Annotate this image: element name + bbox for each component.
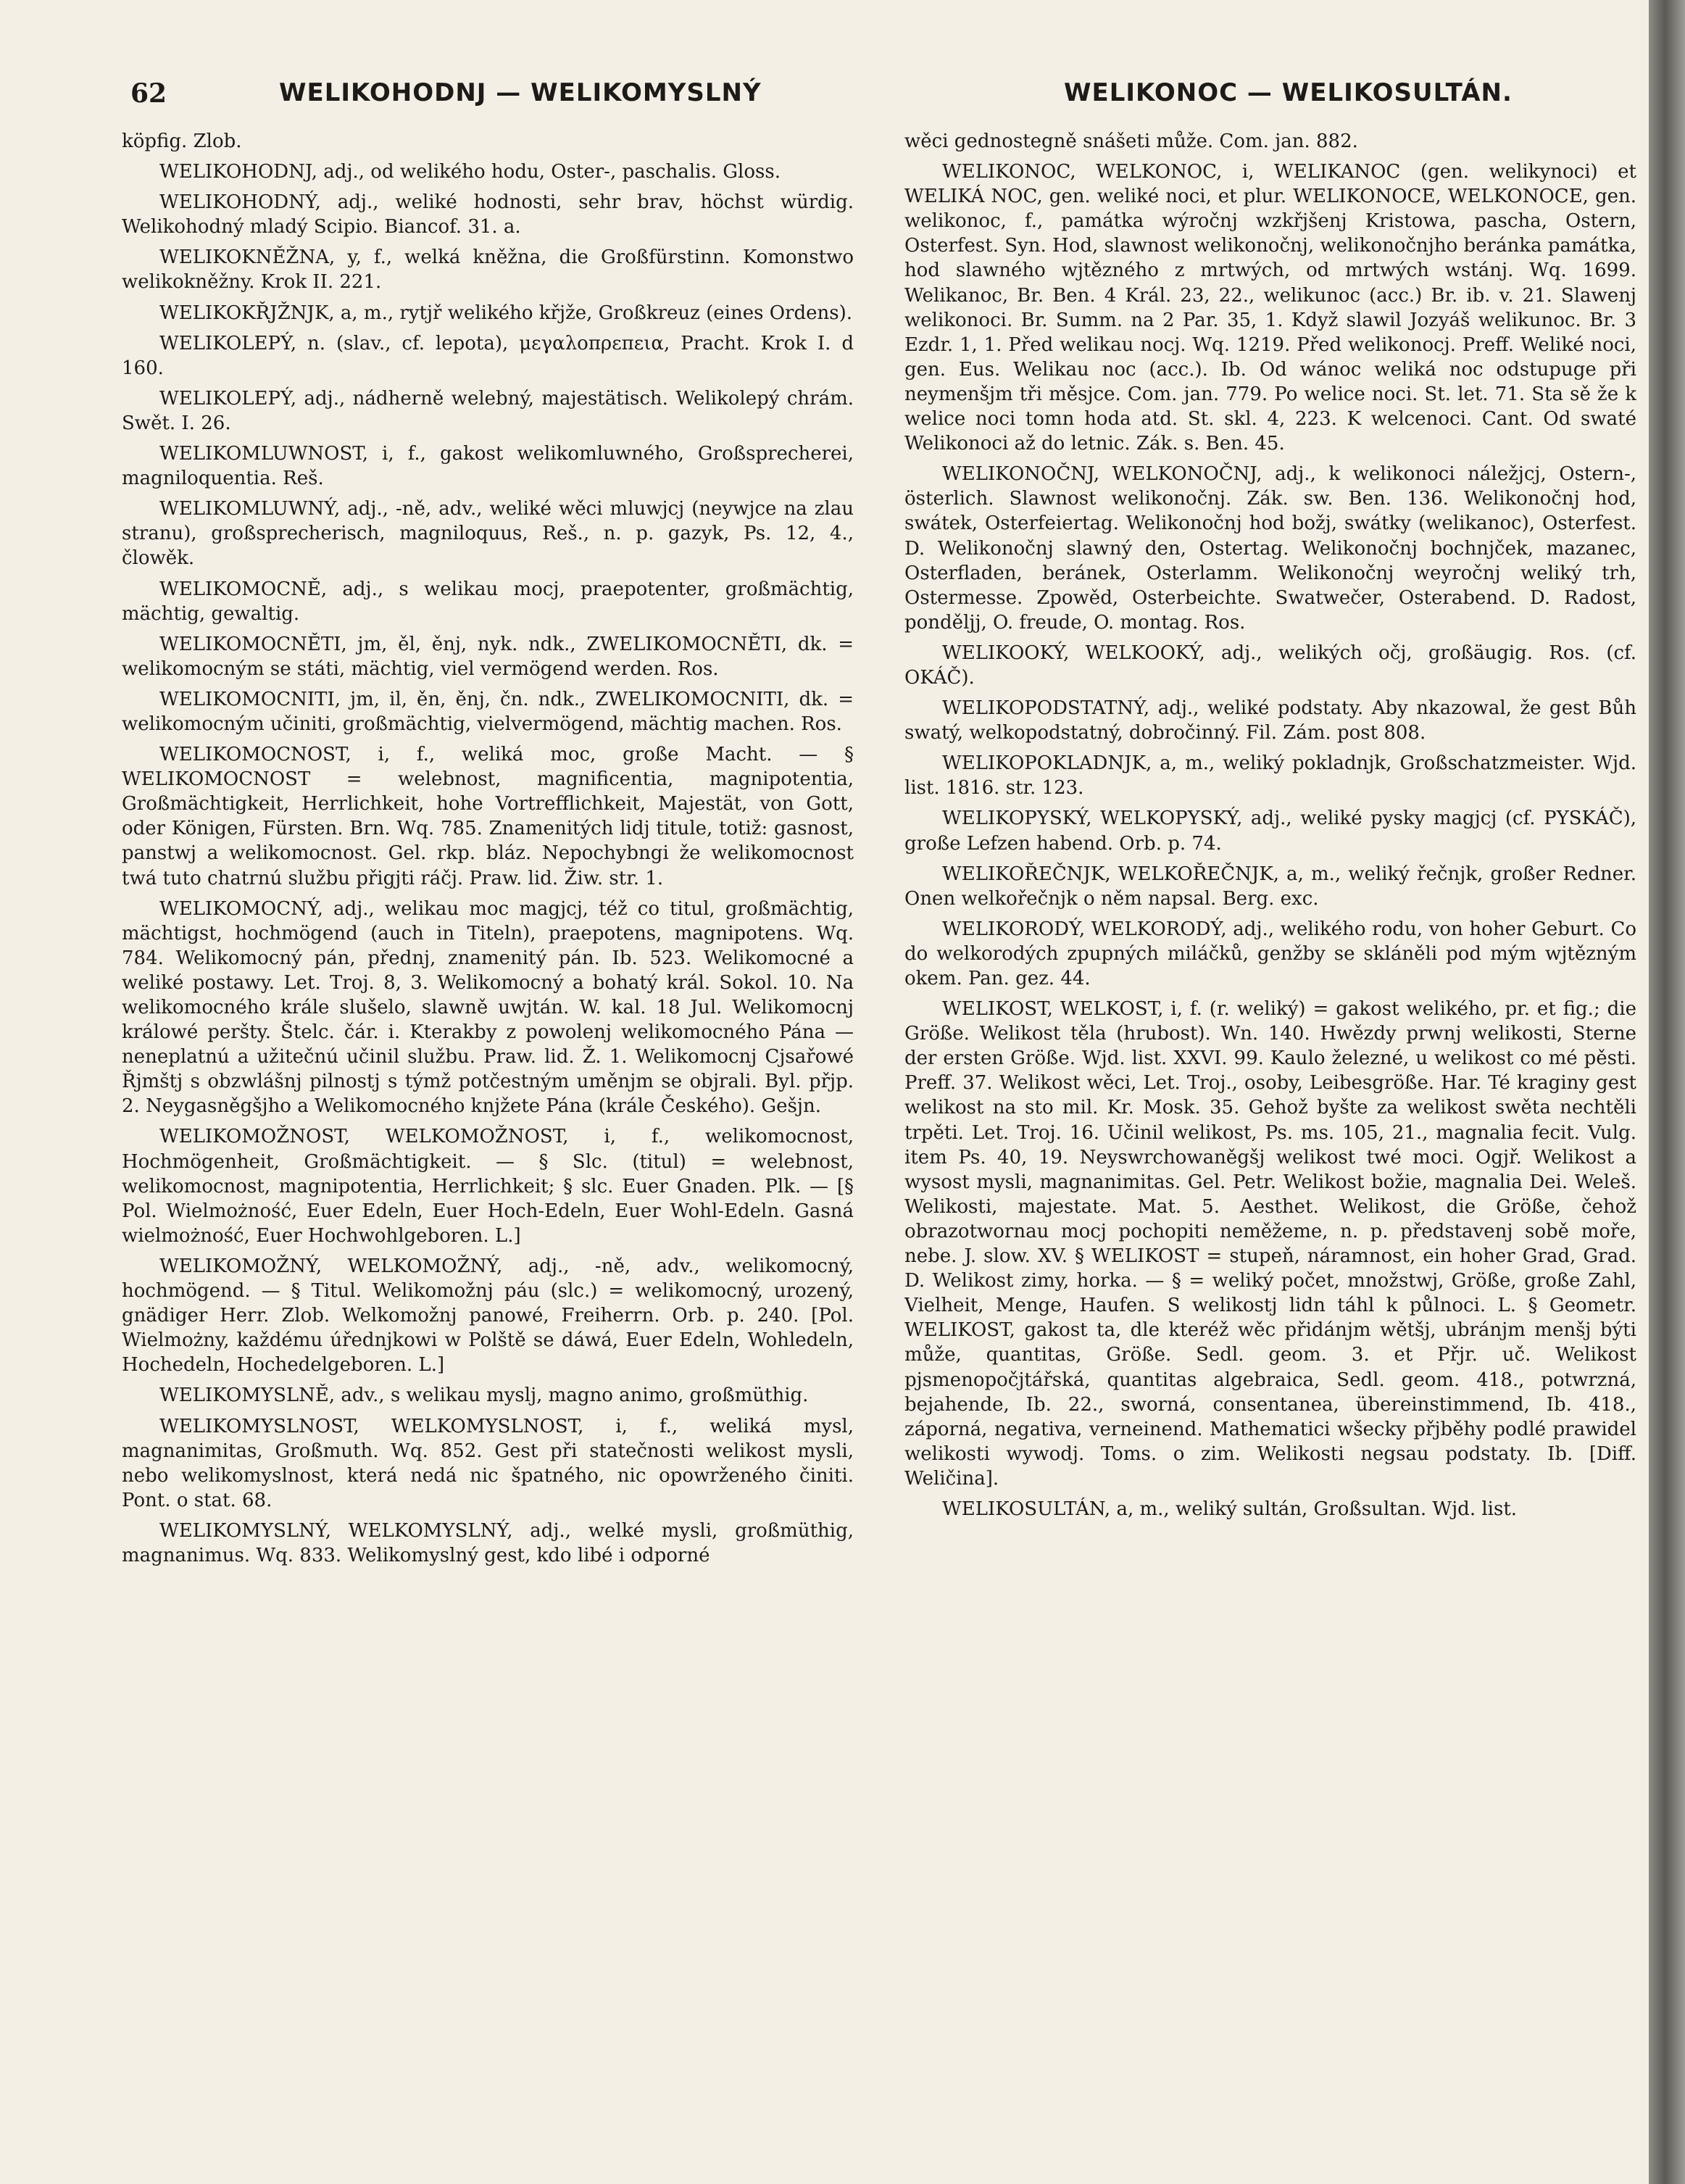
right-running-head: WELIKONOC — WELIKOSULTÁN. — [1064, 78, 1513, 107]
entry: WELIKONOČNJ, WELKONOČNJ, adj., k welikonoci náležjcj, Ostern-, österlich. Slawnost welikonočnj. Zák. sw. Ben. 136. Welikonočnj hod, swátek, Osterfeiertag. Welikonočnj hod božj, swátky (welikanoc), Osterfest. D. Welikonočnj slawný den, Ostertag. Welikonočnj bochnjček, mazanec, Osterfladen, beránek, Osterlamm. Welikonočnj weyročnj weliký trh, Ostermesse. Zpowěd, Osterbeichte. Swatwečer, Osterabend. D. Radost, ponděljj, O. freude, O. montag. Ros. — [904, 463, 1636, 634]
entry: WELIKOMOCNÝ, adj., welikau moc magjcj, též co titul, großmächtig, mächtigst, hochmögend (auch in Titeln), praepotens, magnipotens. Wq. 784. Welikomocný pán, přednj, znamenitý pán. Ib. 523. Welikomocné a weliké postawy. Let. Troj. 8, 3. Welikomocný a bohatý král. Sokol. 10. Na welikomocného krále slušelo, slawně uwjtán. W. kal. 18 Jul. Welikomocnj králowé peršty. Štelc. čár. i. Kterakby z powolenj welikomocného Pána — neneplatnú a užitečnú učinil službu. Praw. lid. Ž. 1. Welikomocnj Cjsařowé Řjmštj s obzwlášnj pilnostj s týmž potčestným uměnjm se objrali. Byl. přjp. 2. Neygasněgšjho a Welikomocného knjžete Pána (krále Českého). Gešjn. — [122, 897, 854, 1118]
entry: WELIKOMYSLNÝ, WELKOMYSLNÝ, adj., welké mysli, großmüthig, magnanimus. Wq. 833. Welikomyslný gest, kdo libé i odporné — [122, 1519, 854, 1566]
entry: WELIKOMOCNĚTI, jm, ěl, ěnj, nyk. ndk., ZWELIKOMOCNĚTI, dk. = welikomocným se státi, mächtig, viel vermögend werden. Ros. — [122, 633, 854, 680]
entry: WELIKOPYSKÝ, WELKOPYSKÝ, adj., weliké pysky magjcj (cf. PYSKÁČ), große Lefzen habend. Orb. p. 74. — [904, 807, 1636, 855]
entry: WELIKOMOŽNOST, WELKOMOŽNOST, i, f., welikomocnost, Hochmögenheit, Großmächtigkeit. — § Slc. (titul) = welebnost, welikomocnost, magnipotentia, Herrlichkeit; § slc. Euer Gnaden. Plk. — [§ Pol. Wielmożność, Euer Edeln, Euer Hoch-Edeln, Euer Wohl-Edeln. Gasná wielmożność, Euer Hochwohlgeboren. L.] — [122, 1126, 854, 1247]
entry: WELIKOMYSLNĚ, adv., s welikau myslj, magno animo, großmüthig. — [159, 1384, 809, 1407]
entry: WELIKOMYSLNOST, WELKOMYSLNOST, i, f., weliká mysl, magnanimitas, Großmuth. Wq. 852. Gest při statečnosti welikost mysli, nebo welikomyslnost, která nedá nic špatného, nic opowrženého činiti. Pont. o stat. 68. — [122, 1415, 854, 1511]
entry: WELIKOLEPÝ, n. (slav., cf. lepota), μεγαλοπρεπεια, Pracht. Krok I. d 160. — [122, 332, 854, 379]
page-number: 62 — [130, 78, 167, 109]
left-column — [122, 129, 854, 2151]
entry: WELIKOMOCNĚ, adj., s welikau mocj, praepotenter, großmächtig, mächtig, gewaltig. — [122, 578, 854, 625]
binding-shadow — [1649, 0, 1685, 2184]
entry: WELIKOMLUWNÝ, adj., -ně, adv., weliké wěci mluwjcj (neywjce na zlau stranu), großsprecherisch, magniloquus, Reš., n. p. gazyk, Ps. 12, 4., člowěk. — [122, 498, 854, 570]
left-running-head: WELIKOHODNJ — WELIKOMYSLNÝ — [279, 78, 762, 107]
entry: WELIKOST, WELKOST, i, f. (r. weliký) = gakost welikého, pr. et fig.; die Größe. Welikost těla (hrubost). Wn. 140. Hwězdy prwnj welikosti, Sterne der ersten Größe. Wjd. list. XXVI. 99. Kaulo železné, u welikost co mé pěsti. Preff. 37. Welikost wěci, Let. Troj., osoby, Leibesgröße. Har. Té kraginy gest welikost na sto mil. Kr. Mosk. 35. Gehož byšte za welikost swěta nechtěli trpěti. Let. Troj. 16. Učinil welikost, Ps. ms. 105, 21., magnalia fecit. Vulg. item Ps. 40, 19. Neyswrchowaněgšj welikost twé moci. Ogjř. Welikost a wysost mysli, magnanimitas. Gel. Petr. Welikost božie, magnalia Dei. Weleš. Welikosti, majestate. Mat. 5. Aesthet. Welikost, die Größe, čehož obrazotwornau mocj pochopiti neměžeme, n. p. představenj sobě moře, nebe. J. slow. XV. § WELIKOST = stupeň, náramnost, ein hoher Grad, Grad. D. Welikost zimy, horka. — § = weliký počet, množstwj, Größe, große Zahl, Vielheit, Menge, Haufen. S welikostj lidn táhl k půlnoci. L. § Geometr. WELIKOST, gakost ta, dle kteréž wěc přidánjm wětšj, ubránjm menšj býti může, quantitas, Größe. Sedl. geom. 3. et Přjr. uč. Welikost pjsmenopočjtářská, quantitas algebraica, Sedl. geom. 418., potwrzná, bejahende, Ib. 22., sworná, consentanea, übereinstimmend, Ib. 418., záporná, negativa, verneinend. Mathematici wšecky přjběhy podlé prawidel welikosti wywodj. Toms. o zim. Welikosti negsau podstaty. Ib. [Diff. Weličina]. — [904, 998, 1636, 1490]
entry: WELIKOHODNJ, adj., od welikého hodu, Oster-, paschalis. Gloss. — [159, 161, 781, 183]
entry: WELIKOOKÝ, WELKOOKÝ, adj., welikých očj, großäugig. Ros. (cf. OKÁČ). — [904, 642, 1636, 689]
entry: WELIKORODÝ, WELKORODÝ, adj., welikého rodu, von hoher Geburt. Co do welkorodých zpupných miláčků, genžby se skláněli pod mým wjtězným okem. Pan. gez. 44. — [904, 918, 1636, 989]
entry: WELIKOMOCNOST, i, f., weliká moc, große Macht. — § WELIKOMOCNOST = welebnost, magnificentia, magnipotentia, Großmächtigkeit, Herrlichkeit, hohe Vortrefflichkeit, Majestät, von Gott, oder Königen, Fürsten. Brn. Wq. 785. Znamenitých lidj titule, totiž: gasnost, panstwj a welikomocnost. Gel. rkp. bláz. Nepochybngi že welikomocnost twá tuto chatrnú službu přigjti ráčj. Praw. lid. Žiw. str. 1. — [122, 744, 854, 889]
entry: WELIKOKŘJŽNJK, a, m., rytjř welikého křjže, Großkreuz (eines Ordens). — [159, 302, 852, 324]
entry: WELIKOKNĚŽNA, y, f., welká kněžna, die Großfürstinn. Komonstwo welikokněžny. Krok II. 221. — [122, 246, 854, 294]
entry: WELIKOŘEČNJK, WELKOŘEČNJK, a, m., weliký řečnjk, großer Redner. Onen welkořečnjk o něm napsal. Berg. exc. — [904, 863, 1636, 910]
right-column — [904, 129, 1636, 2151]
entry: WELIKOSULTÁN, a, m., weliký sultán, Großsultan. Wjd. list. — [942, 1498, 1518, 1520]
entry: WELIKONOC, WELKONOC, i, WELIKANOC (gen. welikynoci) et WELIKÁ NOC, gen. weliké noci, et plur. WELIKONOCE, WELKONOCE, gen. welikonoc, f., památka wýročnj wzkřjšenj Kristowa, pascha, Ostern, Osterfest. Syn. Hod, slawnost welikonočnj, welikonočnjho beránka památka, hod slawného wjtězného z mrtwých, od mrtwých wstánj. Wq. 1699. Welikanoc, Br. Ben. 4 Král. 23, 22., welikunoc (acc.) Br. ib. v. 21. Slawenj welikonoci. Br. Summ. na 2 Par. 35, 1. Když slawil Jozyáš welikunoc. Br. 3 Ezdr. 1, 1. Před welikau nocj. Wq. 1219. Před welikonocj. Preff. Weliké noci, gen. Eus. Welikau noc (acc.). Ib. Od wánoc weliká noc odstupuge při neymenšjm tři měsjce. Com. jan. 779. Po welice noci. St. let. 71. Sta sě že k welice noci tomn hoda atd. St. skl. 4, 223. K welcenoci. Cant. Od swaté Welikonoci až do letnic. Zák. s. Ben. 45. — [904, 161, 1636, 455]
entry-continuation: wěci gednostegně snášeti může. Com. jan. 882. — [904, 130, 1358, 152]
entry: WELIKOHODNÝ, adj., weliké hodnosti, sehr brav, höchst würdig. Welikohodný mladý Scipio. Biancof. 31. a. — [122, 191, 854, 238]
entry: WELIKOMLUWNOST, i, f., gakost welikomluwného, Großsprecherei, magniloquentia. Reš. — [122, 443, 854, 490]
entry: WELIKOPOKLADNJK, a, m., weliký pokladnjk, Großschatzmeister. Wjd. list. 1816. str. 123. — [904, 752, 1636, 800]
entry: WELIKOLEPÝ, adj., nádherně welebný, majestätisch. Welikolepý chrám. Swět. I. 26. — [122, 387, 854, 434]
entry: WELIKOMOŽNÝ, WELKOMOŽNÝ, adj., -ně, adv., welikomocný, hochmögend. — § Titul. Welikomožnj páu (slc.) = welikomocný, urozený, gnädiger Herr. Zlob. Welkomožnj panowé, Freiherrn. Orb. p. 240. [Pol. Wielmożny, každému úřednjkowi w Polště se dáwá, Euer Edeln, Wohledeln, Hochedeln, Hochedelgeboren. L.] — [122, 1255, 854, 1377]
entry: WELIKOPODSTATNÝ, adj., weliké podstaty. Aby nkazowal, že gest Bůh swatý, welkopodstatný, dobročinný. Fil. Zám. post 808. — [904, 697, 1636, 744]
entry-continuation: köpfig. Zlob. — [122, 130, 242, 152]
entry: WELIKOMOCNITI, jm, il, ěn, ěnj, čn. ndk., ZWELIKOMOCNITI, dk. = welikomocným učiniti, großmächtig, vielvermögend, mächtig machen. Ros. — [122, 688, 854, 735]
